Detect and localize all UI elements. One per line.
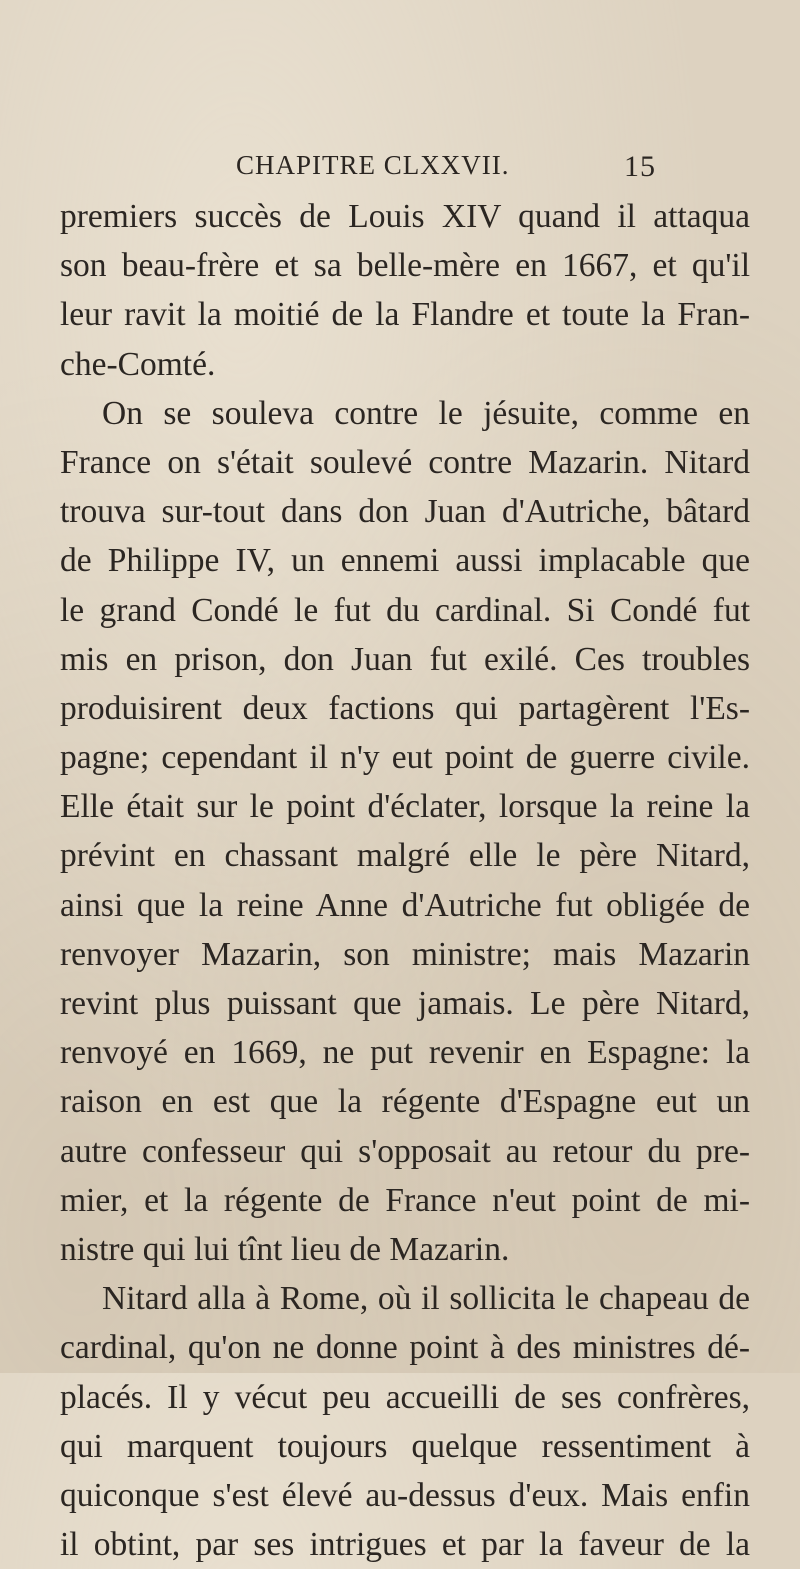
text-line: renvoyé en 1669, ne put revenir en Espagne: la: [60, 1034, 750, 1072]
chapter-title: CHAPITRE CLXXVII.: [236, 150, 510, 180]
text-line: cardinal, qu'on ne donne point à des ministres dé-: [60, 1329, 750, 1367]
text-line: mier, et la régente de France n'eut point de mi-: [60, 1181, 750, 1219]
text-line: France on s'était soulevé contre Mazarin. Nitard: [60, 443, 750, 481]
text-line: renvoyer Mazarin, son ministre; mais Mazarin: [60, 935, 750, 973]
text-line: Elle était sur le point d'éclater, lorsque la reine la: [60, 788, 750, 826]
text-line: ainsi que la reine Anne d'Autriche fut obligée de: [60, 886, 750, 924]
text-line: che-Comté.: [60, 345, 216, 383]
text-line: leur ravit la moitié de la Flandre et toute la Fran-: [60, 296, 750, 334]
text-line: revint plus puissant que jamais. Le père Nitard,: [60, 985, 750, 1022]
running-head: [236, 150, 656, 186]
text-line: premiers succès de Louis XIV quand il attaqua: [60, 198, 750, 235]
page-number: 15: [624, 150, 656, 183]
text-line: son beau-frère et sa belle-mère en 1667, et qu'il: [60, 247, 750, 285]
text-line: raison en est que la régente d'Espagne eut un: [60, 1083, 750, 1121]
text-line: autre confesseur qui s'opposait au retour du pre-: [60, 1132, 750, 1170]
text-line: prévint en chassant malgré elle le père Nitard,: [60, 837, 750, 875]
text-line: produisirent deux factions qui partagèrent l'Es-: [60, 689, 750, 727]
text-line: de Philippe IV, un ennemi aussi implacable que: [60, 542, 750, 580]
text-line: le grand Condé le fut du cardinal. Si Condé fut: [60, 591, 750, 629]
text-line: qui marquent toujours quelque ressentiment à: [60, 1427, 750, 1465]
text-line: placés. Il y vécut peu accueilli de ses confrères,: [60, 1378, 750, 1416]
text-line: quiconque s'est élevé au-dessus d'eux. Mais enfin: [60, 1476, 750, 1514]
text-line: Nitard alla à Rome, où il sollicita le chapeau de: [102, 1280, 750, 1318]
text-line: mis en prison, don Juan fut exilé. Ces troubles: [60, 640, 750, 678]
text-line: il obtint, par ses intrigues et par la faveur de la: [60, 1526, 750, 1564]
text-line: trouva sur-tout dans don Juan d'Autriche, bâtard: [60, 493, 750, 531]
body-text: [60, 192, 750, 1569]
text-line: pagne; cependant il n'y eut point de guerre civile.: [60, 739, 750, 777]
text-line: On se souleva contre le jésuite, comme en: [102, 394, 750, 432]
text-line: nistre qui lui tînt lieu de Mazarin.: [60, 1230, 510, 1268]
